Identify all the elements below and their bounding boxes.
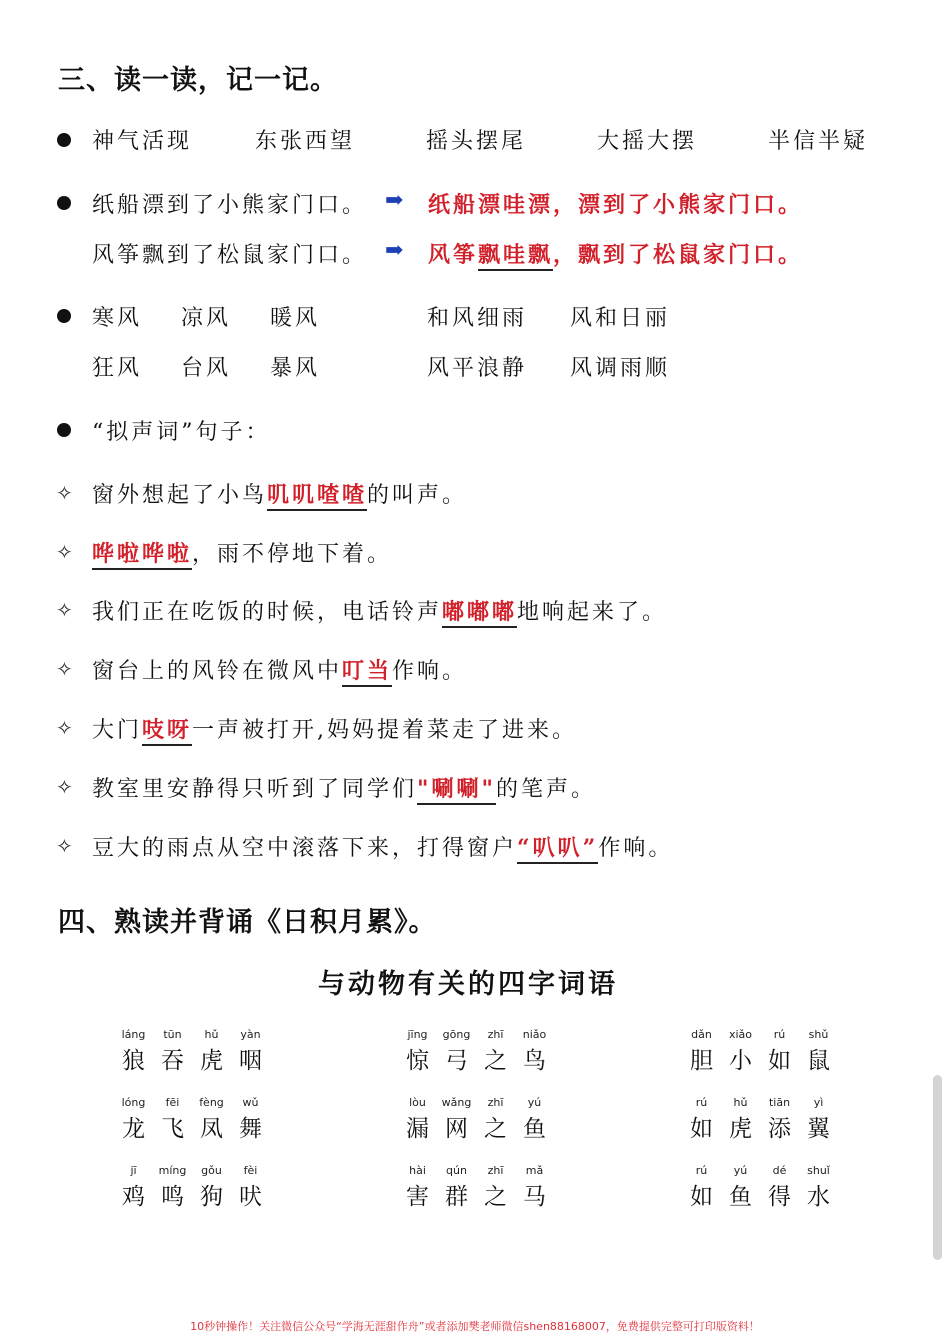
onomatopoeia-sentence-1: 窗外想起了小鸟叽叽喳喳的叫声。 [92, 478, 467, 509]
sparkle-icon: ✧ [56, 598, 73, 622]
sparkle-icon: ✧ [56, 481, 73, 505]
arrow-right-icon: ➡ [385, 187, 404, 213]
pinyin-idiom: jī míng gǒu fèi 鸡 鸣 狗 吠 [122, 1164, 262, 1210]
wind-phrase: 和风细雨 [427, 306, 528, 331]
pinyin-idiom: lòu wǎng zhī yú 漏 网 之 鱼 [406, 1096, 546, 1142]
sentence-plain-1: 纸船漂到了小熊家门口。 [92, 193, 368, 218]
wind-phrase: 风调雨顺 [570, 356, 671, 381]
arrow-right-icon: ➡ [385, 237, 404, 263]
wind-phrase: 风平浪静 [427, 356, 528, 381]
animal-idioms-title: 与动物有关的四字词语 [318, 969, 618, 1000]
onomatopoeia-sentence-3: 我们正在吃饭的时候，电话铃声嘟嘟嘟地响起来了。 [92, 595, 667, 626]
wind-word: 狂风 [92, 356, 143, 381]
sparkle-icon: ✧ [56, 834, 73, 858]
sentence-answer-1: 纸船漂哇漂，漂到了小熊家门口。 [428, 192, 804, 218]
section3-title: 三、读一读，记一记。 [58, 65, 338, 96]
pinyin-idiom: lóng fēi fèng wǔ 龙 飞 凤 舞 [121, 1096, 262, 1142]
onomatopoeia-sentence-2: 哗啦哗啦，雨不停地下着。 [92, 537, 392, 568]
idiom-4: 大摇大摆 [597, 129, 698, 154]
pinyin-idiom: láng tūn hǔ yàn 狼 吞 虎 咽 [121, 1028, 262, 1074]
onomatopoeia-sentence-4: 窗台上的风铃在微风中叮当作响。 [92, 654, 467, 685]
wind-word: 凉风 [181, 306, 232, 331]
scrollbar-thumb[interactable] [933, 1075, 942, 1260]
onomatopoeia-sentence-6: 教室里安静得只听到了同学们"唰唰"的笔声。 [92, 772, 596, 803]
pinyin-idiom: hài qún zhī mǎ 害 群 之 马 [406, 1164, 546, 1210]
sentence-answer-2: 风筝飘哇飘，飘到了松鼠家门口。 [428, 238, 803, 269]
wind-word: 暖风 [270, 306, 321, 331]
sparkle-icon: ✧ [56, 716, 73, 740]
onomatopoeia-heading: “拟声词”句子： [92, 420, 271, 445]
onomatopoeia-sentence-7: 豆大的雨点从空中滚落下来，打得窗户“叭叭”作响。 [92, 831, 673, 862]
pinyin-idiom: dǎn xiǎo rú shǔ 胆 小 如 鼠 [690, 1028, 830, 1074]
pinyin-idiom: jīng gōng zhī niǎo 惊 弓 之 鸟 [406, 1028, 547, 1074]
sparkle-icon: ✧ [56, 657, 73, 681]
idiom-5: 半信半疑 [768, 129, 869, 154]
bullet-icon [57, 423, 71, 437]
sentence-plain-2: 风筝飘到了松鼠家门口。 [92, 243, 368, 268]
sparkle-icon: ✧ [56, 540, 73, 564]
idiom-1: 神气活现 [92, 129, 193, 154]
wind-phrase: 风和日丽 [570, 306, 671, 331]
bullet-icon [57, 133, 71, 147]
sparkle-icon: ✧ [56, 775, 73, 799]
bullet-icon [57, 196, 71, 210]
footer-notice: 10秒钟操作！关注微信公众号“学海无涯甜作舟”或者添加樊老师微信shen88168007，免费提供完整可打印版资料！ [190, 1320, 760, 1333]
wind-word: 暴风 [270, 356, 321, 381]
bullet-icon [57, 309, 71, 323]
pinyin-idiom: rú hǔ tiān yì 如 虎 添 翼 [690, 1096, 830, 1142]
onomatopoeia-sentence-5: 大门吱呀一声被打开,妈妈提着菜走了进来。 [92, 713, 577, 744]
pinyin-idiom: rú yú dé shuǐ 如 鱼 得 水 [690, 1164, 830, 1210]
idiom-3: 摇头摆尾 [426, 129, 527, 154]
wind-word: 寒风 [92, 306, 143, 331]
idiom-2: 东张西望 [255, 129, 356, 154]
wind-word: 台风 [181, 356, 232, 381]
section4-title: 四、熟读并背诵《日积月累》。 [58, 907, 437, 938]
